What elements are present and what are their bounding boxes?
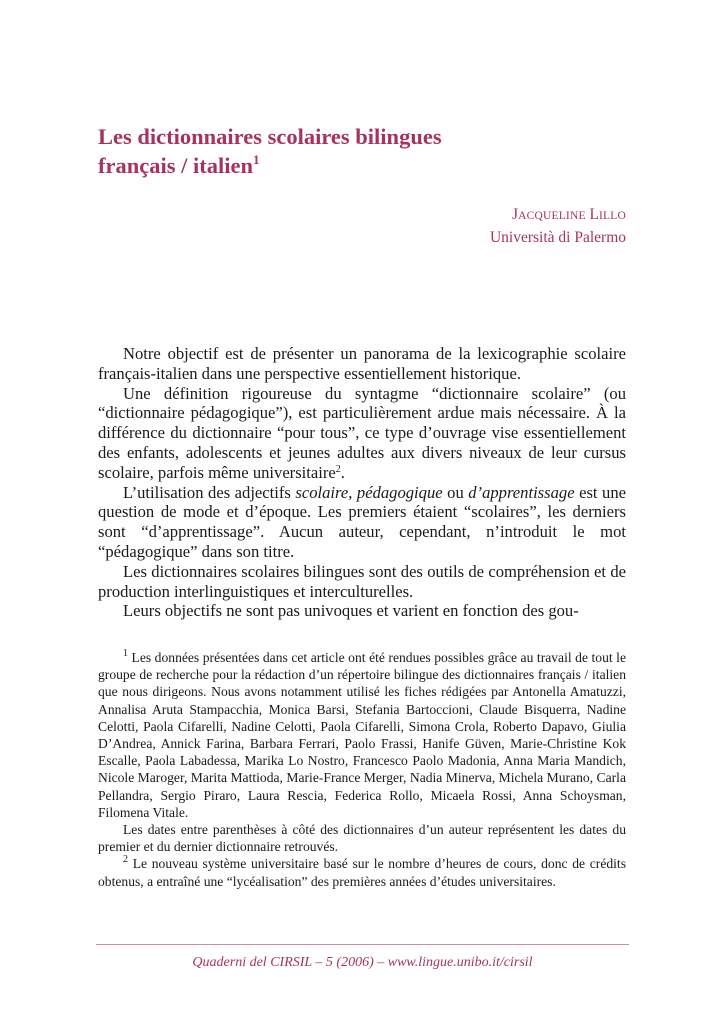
article-title	[98, 122, 618, 180]
footnote-2-marker: 2	[123, 854, 128, 866]
author-block	[490, 204, 626, 248]
body-paragraph-2: Une définition rigoureuse du syntagme “dictionnaire scolaire” (ou “dictionnaire pédagogique”), est particulièrement ardue mais nécessaire. À la différence du dictionnaire “pour tous”, ce type d’ouvrage vise essentiellement des enfants, adolescents et jeunes adultes aux divers niveaux de leur cursus scolaire, parfois même universitaire$^2$.	[98, 383, 626, 482]
footnotes	[98, 649, 626, 890]
title-footnote-ref[interactable]: 1	[252, 152, 260, 167]
title-line-2: français / italien	[98, 153, 253, 178]
body-paragraph-4: Les dictionnaires scolaires bilingues sont des outils de compréhension et de production interlinguistiques et interculturelles.	[98, 561, 626, 601]
page-footer: Quaderni del CIRSIL – 5 (2006) – www.lingue.unibo.it/cirsil	[192, 955, 533, 970]
footnote-2: $^2$ Le nouveau système universitaire basé sur le nombre d’heures de cours, donc de crédits obtenus, a entraîné une “lycéalisation” des premières années d’études universitaires.	[98, 854, 626, 889]
footnote-1-marker: 1	[123, 648, 128, 659]
body-paragraph-5: Leurs objectifs ne sont pas univoques et varient en fonction des gou-	[123, 601, 579, 621]
body-paragraph-1: Notre objectif est de présenter un panorama de la lexicographie scolaire français-italien dans une perspective essentiellement historique.	[98, 344, 626, 383]
footnote-ref-2[interactable]: 2	[335, 463, 341, 475]
footnote-1-continuation: Les dates entre parenthèses à côté des dictionnaires d’un auteur représentent les dates du premier et du dernier dictionnaire retrouvés.	[98, 822, 626, 855]
author-affiliation: Università di Palermo	[489, 229, 626, 246]
body-paragraph-3: L’utilisation des adjectifs scolaire, pédagogique ou d’apprentissage est une question de mode et d’époque. Les premiers étaient “scolaires”, les derniers sont “d’apprentissage”. Aucun auteur, cependant, n’introduit le mot “pédagogique” dans son titre.	[98, 482, 626, 561]
footnote-1: $^1$ Les données présentées dans cet article ont été rendues possibles grâce au travail de tout le groupe de recherche pour la rédaction d’un répertoire bilingue des dictionnaires français / italien que nous dirigeons. Nous avons notamment utilisé les fiches rédigées par Antonella Amatuzzi, Annalisa Aruta Stampacchia, Monica Barsi, Stefania Bartoccioni, Claude Bisquerra, Nadine Celotti, Paola Cifarelli, Nadine Celotti, Paola Cifarelli, Simona Crola, Roberto Dapavo, Giulia D’Andrea, Annick Farina, Barbara Ferrari, Paolo Frassi, Hanife Güven, Marie-Christine Kok Escalle, Paola Labadessa, Marika Lo Nostro, Francesco Paolo Madonia, Anna Maria Mandich, Nicole Maroger, Marita Mattioda, Marie-France Merger, Nadia Minerva, Michela Murano, Carla Pellandra, Sergio Piraro, Laura Rescia, Federica Rollo, Micaela Rossi, Anna Schoysman, Filomena Vitale.	[98, 648, 626, 820]
footer-divider	[96, 944, 629, 945]
author-name: JACQUELINE LILLO	[512, 206, 626, 223]
title-line-1: Les dictionnaires scolaires bilingues	[98, 124, 442, 149]
article-body	[98, 344, 626, 621]
